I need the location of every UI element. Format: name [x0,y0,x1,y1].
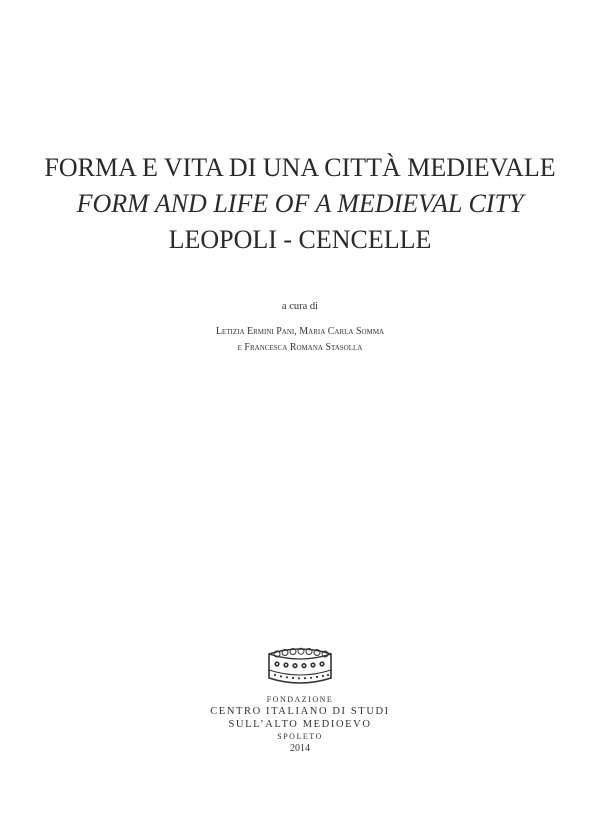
editors-label: a cura di [281,301,319,312]
publisher-name-continued: SULL’ALTO MEDIOEVO [228,719,372,730]
publisher-label: FONDAZIONE [266,695,334,704]
foundation-emblem-icon [265,642,335,688]
book-title [0,150,600,258]
title-english: FORM AND LIFE OF A MEDIEVAL CITY [76,189,524,218]
publisher-name: CENTRO ITALIANO DI STUDI [210,706,390,717]
publication-year: 2014 [290,743,310,754]
publisher-city: SPOLETO [277,732,323,741]
editors [0,300,600,356]
title-place: LEOPOLI - CENCELLE [168,225,432,254]
editors-names-continued: e Francesca Romana Stasolla [237,342,363,353]
publisher [0,642,600,755]
title-italian: FORMA E VITA DI UNA CITTÀ MEDIEVALE [44,153,556,182]
editors-names: Letizia Ermini Pani, Maria Carla Somma [215,326,385,337]
